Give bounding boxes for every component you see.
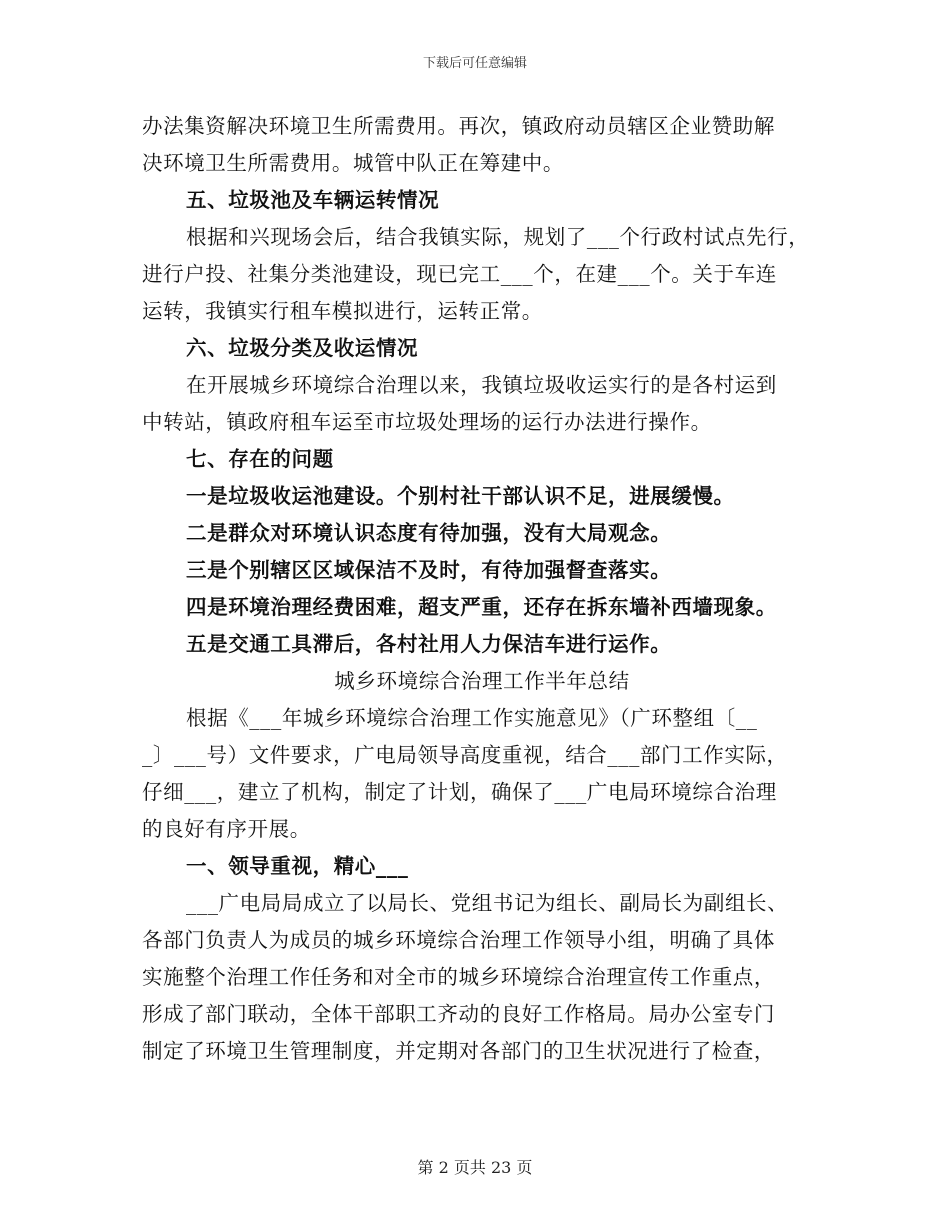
text-line-25: 形成了部门联动，全体干部职工齐动的良好工作格局。局办公室专门 xyxy=(142,1002,775,1026)
text-line-4: 根据和兴现场会后，结合我镇实际，规划了___个行政村试点先行， xyxy=(186,225,810,249)
problem-item-1: 一是垃圾收运池建设。个别村社干部认识不足，进展缓慢。 xyxy=(186,484,735,508)
text-line-1: 办法集资解决环境卫生所需费用。再次，镇政府动员辖区企业赞助解 xyxy=(142,114,775,138)
text-line-8: 在开展城乡环境综合治理以来，我镇垃圾收运实行的是各村运到 xyxy=(186,373,777,397)
text-line-6: 运转，我镇实行租车模拟进行，运转正常。 xyxy=(142,299,543,323)
document-body xyxy=(142,108,822,1070)
page-header: 下载后可任意编辑 xyxy=(422,56,527,71)
text-line-23: 各部门负责人为成员的城乡环境综合治理工作领导小组，明确了具体 xyxy=(142,928,775,952)
text-line-20: 的良好有序开展。 xyxy=(142,817,311,841)
text-line-5: 进行户投、社集分类池建设，现已完工___个，在建___个。关于车连 xyxy=(142,262,777,286)
text-line-17: 根据《___年城乡环境综合治理工作实施意见》（广环整组〔__ xyxy=(186,706,758,730)
text-line-24: 实施整个治理工作任务和对全市的城乡环境综合治理宣传工作重点， xyxy=(142,965,775,989)
section-heading-1: 一、领导重视，精心___ xyxy=(186,854,409,878)
text-line-18: _〕___号）文件要求，广电局领导高度重视，结合___部门工作实际， xyxy=(142,743,788,767)
section-heading-5: 五、垃圾池及车辆运转情况 xyxy=(186,188,440,212)
section-heading-7: 七、存在的问题 xyxy=(186,447,334,471)
document-title: 城乡环境综合治理工作半年总结 xyxy=(334,669,630,693)
text-line-2: 决环境卫生所需费用。城管中队正在筹建中。 xyxy=(142,151,564,175)
page-footer: 第 2 页共 23 页 xyxy=(417,1158,533,1177)
section-heading-6: 六、垃圾分类及收运情况 xyxy=(186,336,419,360)
text-line-19: 仔细___，建立了机构，制定了计划，确保了___广电局环境综合治理 xyxy=(142,780,777,804)
problem-item-5: 五是交通工具滞后，各村社用人力保洁车进行运作。 xyxy=(186,632,672,656)
problem-item-4: 四是环境治理经费困难，超支严重，还存在拆东墙补西墙现象。 xyxy=(186,595,777,619)
text-line-9: 中转站，镇政府租车运至市垃圾处理场的运行办法进行操作。 xyxy=(142,410,712,434)
text-line-22: ___广电局局成立了以局长、党组书记为组长、副局长为副组长、 xyxy=(186,891,789,915)
problem-item-3: 三是个别辖区区域保洁不及时，有待加强督查落实。 xyxy=(186,558,672,582)
problem-item-2: 二是群众对环境认识态度有待加强，没有大局观念。 xyxy=(186,521,672,545)
text-line-26: 制定了环境卫生管理制度，并定期对各部门的卫生状况进行了检查， xyxy=(142,1039,775,1063)
